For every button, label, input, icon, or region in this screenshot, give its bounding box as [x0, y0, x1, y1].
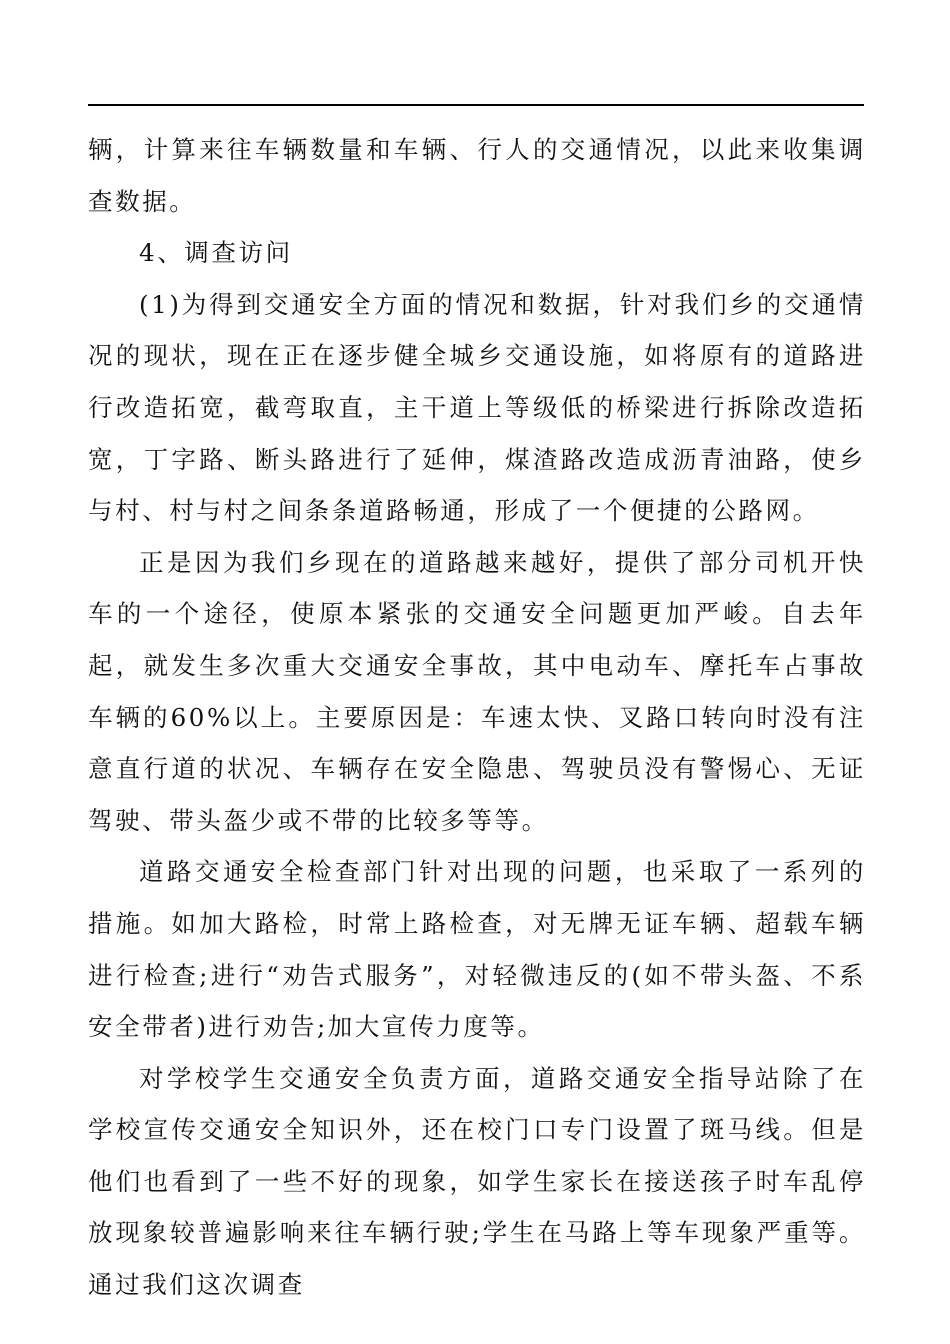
paragraph-continued: 辆，计算来往车辆数量和车辆、行人的交通情况，以此来收集调查数据。 — [88, 135, 866, 216]
header-rule — [88, 104, 864, 106]
paragraph-school-safety: 对学校学生交通安全负责方面，道路交通安全指导站除了在学校宣传交通安全知识外，还在校门口专门设置了斑马线。但是他们也看到了一些不好的现象，如学生家长在接送孩子时车乱停放现象较普遍影响来往车辆行驶;学生在马路上等车现象严重等。通过我们这次调查 — [88, 1063, 866, 1300]
paragraph-item-1: (1)为得到交通安全方面的情况和数据，针对我们乡的交通情况的现状，现在正在逐步健全城乡交通设施，如将原有的道路进行改造拓宽，截弯取直，主干道上等级低的桥梁进行拆除改造拓宽，丁字路、断头路进行了延伸，煤渣路改造成沥青油路，使乡与村、村与村之间条条道路畅通，形成了一个便捷的公路网。 — [88, 289, 866, 526]
document-body — [88, 124, 866, 1311]
paragraph-measures: 道路交通安全检查部门针对出现的问题，也采取了一系列的措施。如加大路检，时常上路检查，对无牌无证车辆、超载车辆进行检查;进行“劝告式服务”，对轻微违反的(如不带头盔、不系安全带者)进行劝告;加大宣传力度等。 — [88, 857, 866, 1042]
paragraph-accidents: 正是因为我们乡现在的道路越来越好，提供了部分司机开快车的一个途径，使原本紧张的交通安全问题更加严峻。自去年起，就发生多次重大交通安全事故，其中电动车、摩托车占事故车辆的60%以上。主要原因是：车速太快、叉路口转向时没有注意直行道的状况、车辆存在安全隐患、驾驶员没有警惕心、无证驾驶、带头盔少或不带的比较多等等。 — [88, 547, 866, 835]
section-heading-survey-interview: 4、调查访问 — [139, 238, 293, 268]
